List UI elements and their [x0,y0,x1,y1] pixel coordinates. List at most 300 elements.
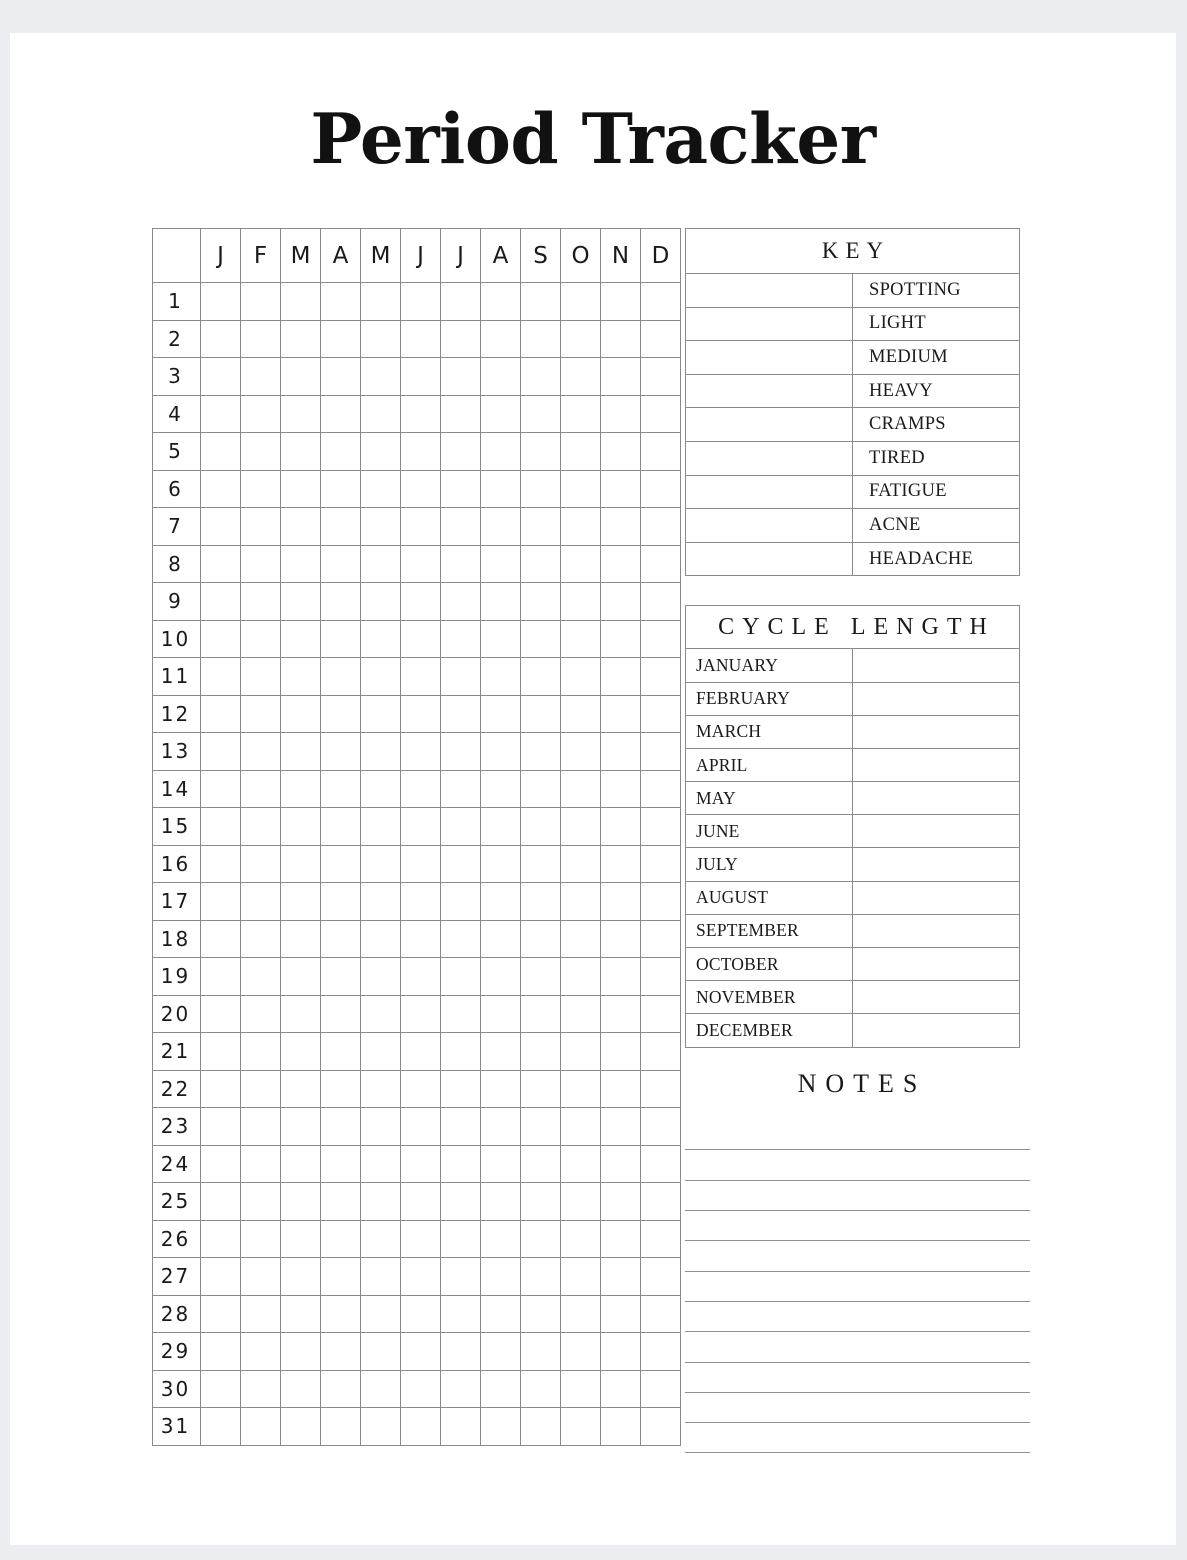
tracker-cell[interactable] [641,845,681,883]
tracker-cell[interactable] [201,1295,241,1333]
tracker-cell[interactable] [521,508,561,546]
tracker-cell[interactable] [521,1145,561,1183]
tracker-cell[interactable] [321,283,361,321]
key-color-swatch[interactable] [686,341,853,375]
tracker-cell[interactable] [561,845,601,883]
tracker-cell[interactable] [361,770,401,808]
notes-line[interactable] [685,1211,1030,1241]
tracker-cell[interactable] [481,1108,521,1146]
tracker-cell[interactable] [361,583,401,621]
tracker-cell[interactable] [401,995,441,1033]
tracker-cell[interactable] [321,583,361,621]
tracker-cell[interactable] [321,995,361,1033]
cycle-length-value-field[interactable] [853,682,1020,715]
tracker-cell[interactable] [601,470,641,508]
tracker-cell[interactable] [481,508,521,546]
tracker-cell[interactable] [561,395,601,433]
tracker-cell[interactable] [521,883,561,921]
tracker-cell[interactable] [441,995,481,1033]
tracker-cell[interactable] [441,1408,481,1446]
tracker-cell[interactable] [361,808,401,846]
tracker-cell[interactable] [481,1033,521,1071]
tracker-cell[interactable] [561,658,601,696]
tracker-cell[interactable] [201,733,241,771]
tracker-cell[interactable] [201,770,241,808]
tracker-cell[interactable] [641,1370,681,1408]
tracker-cell[interactable] [481,1258,521,1296]
tracker-cell[interactable] [481,995,521,1033]
tracker-cell[interactable] [641,545,681,583]
tracker-cell[interactable] [361,1220,401,1258]
tracker-cell[interactable] [281,658,321,696]
cycle-length-value-field[interactable] [853,715,1020,748]
tracker-cell[interactable] [441,545,481,583]
tracker-cell[interactable] [281,1408,321,1446]
tracker-cell[interactable] [561,433,601,471]
tracker-cell[interactable] [321,470,361,508]
notes-line[interactable] [685,1150,1030,1180]
tracker-cell[interactable] [361,658,401,696]
tracker-cell[interactable] [241,1145,281,1183]
tracker-cell[interactable] [201,1220,241,1258]
tracker-cell[interactable] [401,1333,441,1371]
tracker-cell[interactable] [441,958,481,996]
tracker-cell[interactable] [321,320,361,358]
tracker-cell[interactable] [401,733,441,771]
key-color-swatch[interactable] [686,408,853,442]
tracker-cell[interactable] [401,583,441,621]
tracker-cell[interactable] [521,920,561,958]
key-color-swatch[interactable] [686,307,853,341]
tracker-cell[interactable] [521,620,561,658]
tracker-cell[interactable] [561,920,601,958]
tracker-cell[interactable] [481,1220,521,1258]
tracker-cell[interactable] [481,1070,521,1108]
tracker-cell[interactable] [401,1295,441,1333]
tracker-cell[interactable] [441,1258,481,1296]
tracker-cell[interactable] [641,1183,681,1221]
tracker-cell[interactable] [561,1408,601,1446]
tracker-cell[interactable] [641,1408,681,1446]
tracker-cell[interactable] [641,1295,681,1333]
tracker-cell[interactable] [441,770,481,808]
tracker-cell[interactable] [601,1408,641,1446]
tracker-cell[interactable] [601,770,641,808]
tracker-cell[interactable] [521,320,561,358]
tracker-cell[interactable] [361,358,401,396]
tracker-cell[interactable] [441,583,481,621]
tracker-cell[interactable] [321,733,361,771]
tracker-cell[interactable] [201,883,241,921]
cycle-length-value-field[interactable] [853,1014,1020,1047]
tracker-cell[interactable] [321,433,361,471]
tracker-cell[interactable] [401,1033,441,1071]
tracker-cell[interactable] [441,920,481,958]
tracker-cell[interactable] [521,283,561,321]
tracker-cell[interactable] [321,395,361,433]
tracker-cell[interactable] [641,320,681,358]
notes-line[interactable] [685,1423,1030,1453]
tracker-cell[interactable] [201,1145,241,1183]
tracker-cell[interactable] [441,1108,481,1146]
tracker-cell[interactable] [281,958,321,996]
tracker-cell[interactable] [201,995,241,1033]
tracker-cell[interactable] [281,695,321,733]
tracker-cell[interactable] [401,845,441,883]
tracker-cell[interactable] [641,920,681,958]
tracker-cell[interactable] [361,733,401,771]
tracker-cell[interactable] [241,1220,281,1258]
tracker-cell[interactable] [561,1070,601,1108]
tracker-cell[interactable] [321,1258,361,1296]
tracker-cell[interactable] [521,770,561,808]
cycle-length-value-field[interactable] [853,981,1020,1014]
tracker-cell[interactable] [321,1333,361,1371]
tracker-cell[interactable] [441,433,481,471]
tracker-cell[interactable] [321,620,361,658]
tracker-cell[interactable] [401,1108,441,1146]
tracker-cell[interactable] [641,470,681,508]
tracker-cell[interactable] [441,283,481,321]
tracker-cell[interactable] [521,1220,561,1258]
tracker-cell[interactable] [641,883,681,921]
tracker-cell[interactable] [521,1033,561,1071]
tracker-cell[interactable] [601,920,641,958]
tracker-cell[interactable] [281,1258,321,1296]
cycle-length-value-field[interactable] [853,948,1020,981]
tracker-cell[interactable] [641,1070,681,1108]
notes-line[interactable] [685,1272,1030,1302]
tracker-cell[interactable] [401,958,441,996]
tracker-cell[interactable] [361,695,401,733]
tracker-cell[interactable] [601,958,641,996]
tracker-cell[interactable] [361,395,401,433]
tracker-cell[interactable] [641,1220,681,1258]
tracker-cell[interactable] [361,433,401,471]
notes-line[interactable] [685,1181,1030,1211]
tracker-cell[interactable] [321,658,361,696]
tracker-cell[interactable] [281,845,321,883]
tracker-cell[interactable] [201,545,241,583]
key-color-swatch[interactable] [686,374,853,408]
tracker-cell[interactable] [281,1145,321,1183]
tracker-cell[interactable] [201,620,241,658]
tracker-cell[interactable] [321,808,361,846]
tracker-cell[interactable] [361,1070,401,1108]
tracker-cell[interactable] [281,283,321,321]
tracker-cell[interactable] [601,1370,641,1408]
tracker-cell[interactable] [361,845,401,883]
tracker-cell[interactable] [361,1258,401,1296]
tracker-cell[interactable] [441,658,481,696]
notes-line[interactable] [685,1332,1030,1362]
tracker-cell[interactable] [401,358,441,396]
tracker-cell[interactable] [481,770,521,808]
tracker-cell[interactable] [201,583,241,621]
tracker-cell[interactable] [401,433,441,471]
tracker-cell[interactable] [241,620,281,658]
tracker-cell[interactable] [601,433,641,471]
tracker-cell[interactable] [561,470,601,508]
tracker-cell[interactable] [561,1333,601,1371]
tracker-cell[interactable] [361,620,401,658]
tracker-cell[interactable] [281,1295,321,1333]
tracker-cell[interactable] [321,1108,361,1146]
tracker-cell[interactable] [641,695,681,733]
tracker-cell[interactable] [281,358,321,396]
tracker-cell[interactable] [521,658,561,696]
tracker-cell[interactable] [321,545,361,583]
tracker-cell[interactable] [561,1183,601,1221]
tracker-cell[interactable] [201,1333,241,1371]
tracker-cell[interactable] [321,1408,361,1446]
notes-line[interactable] [685,1393,1030,1423]
tracker-cell[interactable] [641,1333,681,1371]
tracker-cell[interactable] [361,283,401,321]
tracker-cell[interactable] [641,770,681,808]
tracker-cell[interactable] [241,583,281,621]
tracker-cell[interactable] [401,1258,441,1296]
tracker-cell[interactable] [241,320,281,358]
tracker-cell[interactable] [281,1183,321,1221]
tracker-cell[interactable] [241,1408,281,1446]
tracker-cell[interactable] [641,433,681,471]
tracker-cell[interactable] [201,695,241,733]
key-color-swatch[interactable] [686,441,853,475]
tracker-cell[interactable] [561,958,601,996]
cycle-length-value-field[interactable] [853,748,1020,781]
cycle-length-value-field[interactable] [853,914,1020,947]
tracker-cell[interactable] [241,845,281,883]
tracker-cell[interactable] [321,958,361,996]
tracker-cell[interactable] [601,583,641,621]
tracker-cell[interactable] [401,695,441,733]
tracker-cell[interactable] [481,395,521,433]
tracker-cell[interactable] [601,320,641,358]
tracker-cell[interactable] [521,470,561,508]
tracker-cell[interactable] [281,1220,321,1258]
tracker-cell[interactable] [641,808,681,846]
tracker-cell[interactable] [601,358,641,396]
tracker-cell[interactable] [481,1408,521,1446]
tracker-cell[interactable] [441,620,481,658]
tracker-cell[interactable] [241,433,281,471]
tracker-cell[interactable] [601,1183,641,1221]
tracker-cell[interactable] [641,658,681,696]
tracker-cell[interactable] [241,958,281,996]
cycle-length-value-field[interactable] [853,848,1020,881]
notes-line[interactable] [685,1302,1030,1332]
tracker-cell[interactable] [441,1183,481,1221]
tracker-cell[interactable] [641,395,681,433]
tracker-cell[interactable] [281,920,321,958]
tracker-cell[interactable] [601,733,641,771]
tracker-cell[interactable] [521,1070,561,1108]
tracker-cell[interactable] [321,508,361,546]
tracker-cell[interactable] [201,1370,241,1408]
tracker-cell[interactable] [401,1183,441,1221]
tracker-cell[interactable] [601,1070,641,1108]
tracker-cell[interactable] [481,545,521,583]
tracker-cell[interactable] [321,1070,361,1108]
tracker-cell[interactable] [361,508,401,546]
tracker-cell[interactable] [201,395,241,433]
tracker-cell[interactable] [601,545,641,583]
tracker-cell[interactable] [241,1258,281,1296]
tracker-cell[interactable] [361,958,401,996]
tracker-cell[interactable] [601,658,641,696]
tracker-cell[interactable] [561,1370,601,1408]
tracker-cell[interactable] [641,358,681,396]
tracker-cell[interactable] [321,1183,361,1221]
tracker-cell[interactable] [401,658,441,696]
tracker-cell[interactable] [401,920,441,958]
tracker-cell[interactable] [201,433,241,471]
tracker-cell[interactable] [521,358,561,396]
tracker-cell[interactable] [241,658,281,696]
tracker-cell[interactable] [601,995,641,1033]
tracker-cell[interactable] [321,770,361,808]
tracker-cell[interactable] [481,620,521,658]
tracker-cell[interactable] [241,995,281,1033]
tracker-cell[interactable] [601,695,641,733]
tracker-cell[interactable] [201,320,241,358]
tracker-cell[interactable] [201,1108,241,1146]
tracker-cell[interactable] [241,883,281,921]
tracker-cell[interactable] [561,1220,601,1258]
cycle-length-value-field[interactable] [853,782,1020,815]
tracker-cell[interactable] [641,733,681,771]
tracker-cell[interactable] [361,545,401,583]
tracker-cell[interactable] [401,770,441,808]
cycle-length-value-field[interactable] [853,815,1020,848]
tracker-cell[interactable] [321,695,361,733]
tracker-cell[interactable] [241,1333,281,1371]
tracker-cell[interactable] [481,1183,521,1221]
tracker-cell[interactable] [201,1258,241,1296]
tracker-cell[interactable] [521,845,561,883]
tracker-cell[interactable] [321,1145,361,1183]
tracker-cell[interactable] [281,1370,321,1408]
tracker-cell[interactable] [441,883,481,921]
tracker-cell[interactable] [281,545,321,583]
tracker-cell[interactable] [401,1070,441,1108]
tracker-cell[interactable] [561,583,601,621]
tracker-cell[interactable] [241,470,281,508]
tracker-cell[interactable] [441,358,481,396]
tracker-cell[interactable] [321,1220,361,1258]
tracker-cell[interactable] [521,995,561,1033]
tracker-cell[interactable] [281,620,321,658]
key-color-swatch[interactable] [686,475,853,509]
tracker-cell[interactable] [401,470,441,508]
tracker-cell[interactable] [321,883,361,921]
tracker-cell[interactable] [441,1370,481,1408]
tracker-cell[interactable] [521,808,561,846]
tracker-cell[interactable] [601,1145,641,1183]
tracker-cell[interactable] [441,1145,481,1183]
tracker-cell[interactable] [561,883,601,921]
tracker-cell[interactable] [561,320,601,358]
tracker-cell[interactable] [601,1220,641,1258]
tracker-cell[interactable] [401,545,441,583]
tracker-cell[interactable] [201,508,241,546]
tracker-cell[interactable] [481,358,521,396]
tracker-cell[interactable] [321,1370,361,1408]
tracker-cell[interactable] [521,733,561,771]
tracker-cell[interactable] [361,1408,401,1446]
tracker-cell[interactable] [441,1033,481,1071]
tracker-cell[interactable] [441,508,481,546]
tracker-cell[interactable] [441,1333,481,1371]
tracker-cell[interactable] [361,920,401,958]
tracker-cell[interactable] [401,320,441,358]
tracker-cell[interactable] [281,995,321,1033]
tracker-cell[interactable] [521,1333,561,1371]
tracker-cell[interactable] [361,995,401,1033]
notes-line[interactable] [685,1241,1030,1271]
tracker-cell[interactable] [281,1108,321,1146]
tracker-cell[interactable] [241,1370,281,1408]
tracker-cell[interactable] [601,845,641,883]
tracker-cell[interactable] [521,958,561,996]
tracker-cell[interactable] [441,695,481,733]
tracker-cell[interactable] [241,808,281,846]
tracker-cell[interactable] [281,1070,321,1108]
tracker-cell[interactable] [641,1258,681,1296]
tracker-cell[interactable] [441,1220,481,1258]
tracker-cell[interactable] [521,1258,561,1296]
tracker-cell[interactable] [561,995,601,1033]
tracker-cell[interactable] [281,508,321,546]
tracker-cell[interactable] [241,770,281,808]
tracker-cell[interactable] [641,1108,681,1146]
tracker-cell[interactable] [481,283,521,321]
tracker-cell[interactable] [201,1070,241,1108]
tracker-cell[interactable] [241,1033,281,1071]
tracker-cell[interactable] [481,920,521,958]
tracker-cell[interactable] [601,1108,641,1146]
tracker-cell[interactable] [561,1258,601,1296]
tracker-cell[interactable] [481,320,521,358]
tracker-cell[interactable] [241,1183,281,1221]
tracker-cell[interactable] [441,395,481,433]
tracker-cell[interactable] [281,433,321,471]
tracker-cell[interactable] [601,1033,641,1071]
tracker-cell[interactable] [521,1295,561,1333]
tracker-cell[interactable] [201,658,241,696]
tracker-cell[interactable] [361,1183,401,1221]
tracker-cell[interactable] [401,1408,441,1446]
cycle-length-value-field[interactable] [853,649,1020,682]
tracker-cell[interactable] [601,1295,641,1333]
tracker-cell[interactable] [561,808,601,846]
tracker-cell[interactable] [241,920,281,958]
tracker-cell[interactable] [201,1183,241,1221]
tracker-cell[interactable] [561,770,601,808]
tracker-cell[interactable] [401,508,441,546]
tracker-cell[interactable] [401,283,441,321]
tracker-cell[interactable] [281,470,321,508]
tracker-cell[interactable] [441,470,481,508]
tracker-cell[interactable] [521,1183,561,1221]
tracker-cell[interactable] [561,545,601,583]
tracker-cell[interactable] [641,620,681,658]
tracker-cell[interactable] [481,695,521,733]
tracker-cell[interactable] [401,883,441,921]
tracker-cell[interactable] [561,1295,601,1333]
tracker-cell[interactable] [561,733,601,771]
